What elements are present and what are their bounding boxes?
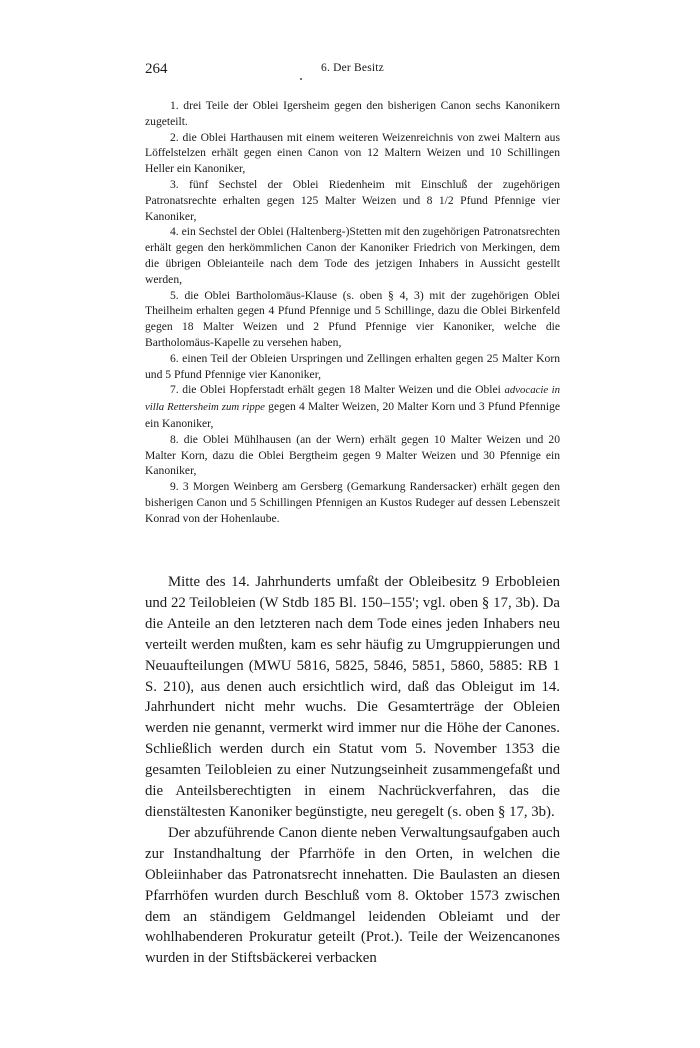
list-item: 9. 3 Morgen Weinberg am Gersberg (Gemarkung Randersacker) erhält gegen den bisherigen Canon und 5 Schillingen Pfennigen an Kustos Rudeger auf dessen Lebenszeit Konrad von der Hohenlaube. xyxy=(145,480,560,525)
list-item: 6. einen Teil der Obleien Urspringen und Zellingen erhalten gegen 25 Malter Korn und 5 Pfund Pfennige vier Kanoniker, xyxy=(145,351,560,381)
list-item: 1. drei Teile der Oblei Igersheim gegen den bisherigen Canon sechs Kanonikern zugeteilt. xyxy=(145,99,560,128)
body-paragraph: Mitte des 14. Jahrhunderts umfaßt der Obleibesitz 9 Erbobleien und 22 Teilobleien (W Stdb 185 Bl. 150–155'; vgl. oben § 17, 3b). Da die Anteile an den letzteren nach dem Tode eines jeden Inhabers neu verteilt werden mußten, kam es sehr häufig zu Umgruppierungen und Neuaufteilungen (MWU 5816, 5825, 5846, 5851, 5860, 5885: RB 1 S. 210), aus denen auch ersichtlich wird, daß das Obleigut im 14. Jahrhundert nicht mehr wuchs. Die Gesamterträge der Obleien werden nie genannt, vermerkt wird immer nur die Höhe der Canones. Schließlich werden durch ein Statut vom 5. November 1353 die gesamten Teilobleien zu einer Nutzungseinheit zusammengefaßt und die Anteilsberechtigten in einem Nachrückverfahren, das die dienstältesten Kanoniker begünstigte, neu geregelt (s. oben § 17, 3b). xyxy=(145,574,560,820)
list-item xyxy=(145,382,560,431)
list-item: 4. ein Sechstel der Oblei (Haltenberg-)Stetten mit den zugehörigen Patronatsrechten erhält gegen den herkömmlichen Canon der Kanoniker Friedrich von Merkingen, dem die übrigen Obleianteile nach dem Tode des jetzigen Inhabers in Aussicht gestellt werden, xyxy=(145,225,560,286)
running-head: 6. Der Besitz xyxy=(321,62,384,74)
page-number: 264 xyxy=(145,61,168,77)
list-item: 3. fünf Sechstel der Oblei Riedenheim mit Einschluß der zugehörigen Patronatsrechte erhalten gegen 125 Malter Weizen und 8 1/2 Pfund Pfennige vier Kanoniker, xyxy=(145,177,560,223)
body-text xyxy=(145,572,560,969)
list-item: 2. die Oblei Harthausen mit einem weiteren Weizenreichnis von zwei Maltern aus Löffelstelzen erhält gegen einen Canon von 12 Maltern Weizen und 10 Schillingen Heller ein Kanoniker, xyxy=(145,130,560,176)
body-paragraph: Der abzuführende Canon diente neben Verwaltungsaufgaben auch zur Instandhaltung der Pfarrhöfe in den Orten, in welchen die Obleiinhaber das Patronatsrecht innehatten. Die Baulasten an diesen Pfarrhöfen wurden durch Beschluß vom 8. Oktober 1573 zwischen dem an ständigem Geldmangel leidenden Obleiamt und der wohlhabenderen Prokuratur geteilt (Prot.). Teile der Weizencanones wurden in der Stiftsbäckerei verbacken xyxy=(145,824,560,967)
list-item-text: gegen 4 Malter Weizen, 20 Malter Korn und 3 Pfund Pfennige ein Kanoniker, xyxy=(145,400,561,430)
page-header xyxy=(145,61,560,81)
ink-dot xyxy=(300,78,302,80)
list-item: 5. die Oblei Bartholomäus-Klause (s. oben § 4, 3) mit der zugehörigen Oblei Theilheim erhalten gegen 4 Pfund Pfennige und 5 Schillinge, dazu die Oblei Birkenfeld gegen 18 Malter Weizen und 2 Pfund Pfennige vier Kanoniker, welche die Bartholomäus-Kapelle zu versehen haben, xyxy=(145,288,560,349)
latin-quote: advocacie in villa Rettersheim zum rippe xyxy=(145,384,560,414)
list-item: 8. die Oblei Mühlhausen (an der Wern) erhält gegen 10 Malter Weizen und 20 Malter Korn, dazu die Oblei Bergtheim gegen 9 Malter Weizen und 30 Pfennige ein Kanoniker, xyxy=(145,432,560,478)
numbered-list xyxy=(145,98,560,527)
list-item-text: 7. die Oblei Hopferstadt erhält gegen 18 Malter Weizen und die Oblei xyxy=(170,383,501,397)
